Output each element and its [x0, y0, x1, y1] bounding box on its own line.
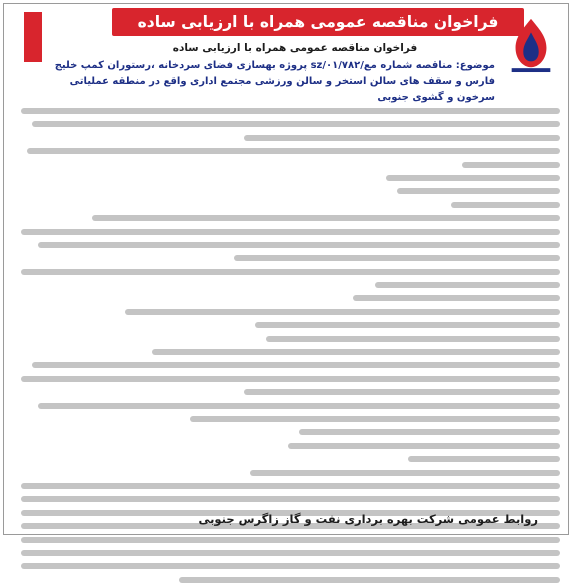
- text-line: [250, 470, 560, 476]
- text-line: [266, 336, 560, 342]
- text-line: [190, 416, 560, 422]
- text-line: [21, 376, 560, 382]
- notice-subject: موضوع: مناقصه شماره مع/sz/۰۱/۷۸۲ پروژه بهسازی فضای سردخانه ،رستوران کمپ خلیج فارس و سقف های سالن استخر و سالن ورزشی مجتمع اداری واقع در منطقه عملیاتی سرخون و گشوی جنوبی: [54, 60, 495, 103]
- text-line: [299, 429, 560, 435]
- notice-subtitle: فراخوان مناقصه عمومی همراه با ارزیابی ساده: [172, 42, 418, 54]
- text-line: [32, 121, 560, 127]
- text-line: [397, 188, 560, 194]
- text-line: [375, 282, 560, 288]
- text-line: [21, 496, 560, 502]
- notice-footer: روابط عمومی شرکت بهره برداری نفت و گاز زاگرس جنوبی: [198, 512, 538, 526]
- text-line: [38, 242, 560, 248]
- text-line: [462, 162, 560, 168]
- text-line: [451, 202, 560, 208]
- text-line: [32, 362, 560, 368]
- text-line: [152, 349, 560, 355]
- company-logo-icon: [502, 15, 560, 75]
- text-line: [21, 563, 560, 569]
- text-line: [244, 389, 560, 395]
- text-line: [38, 403, 560, 409]
- text-line: [288, 443, 560, 449]
- text-line: [92, 215, 560, 221]
- text-line: [21, 269, 560, 275]
- text-line: [234, 255, 560, 261]
- page-stamp: [24, 12, 42, 62]
- text-line: [27, 148, 560, 154]
- text-line: [255, 322, 560, 328]
- text-line: [244, 135, 560, 141]
- text-line: [21, 108, 560, 114]
- text-line: [21, 483, 560, 489]
- text-line: [386, 175, 560, 181]
- text-line: [179, 577, 560, 583]
- text-line: [125, 309, 560, 315]
- text-line: [408, 456, 560, 462]
- notice-body: [16, 108, 560, 488]
- banner-title: فراخوان مناقصه عمومی همراه با ارزیابی ساده: [137, 13, 499, 31]
- text-line: [21, 550, 560, 556]
- text-line: [21, 229, 560, 235]
- page-banner: [112, 8, 524, 36]
- text-line: [353, 295, 560, 301]
